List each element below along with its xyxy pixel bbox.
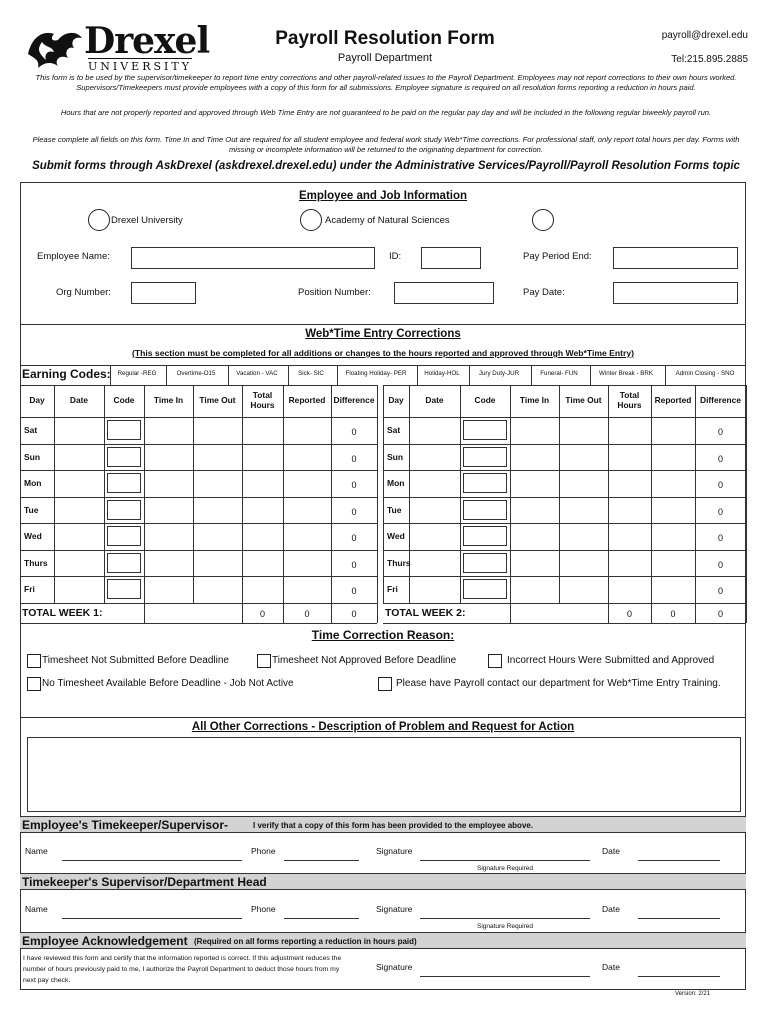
id-label: ID: — [389, 251, 402, 262]
code-input[interactable] — [107, 420, 141, 440]
difference-value: 0 — [717, 427, 723, 437]
divider — [20, 365, 746, 366]
divider — [383, 497, 746, 498]
version-label: Version: 2/21 — [675, 991, 711, 997]
divider — [144, 603, 145, 623]
column-header: Date — [425, 395, 444, 405]
radio-other[interactable] — [532, 209, 554, 231]
employee-name-label: Employee Name: — [37, 251, 110, 262]
divider — [383, 523, 746, 524]
reason-incorrect-hours-label: Incorrect Hours Were Submitted and Approved — [507, 655, 715, 666]
logo-wordmark: Drexel — [84, 20, 210, 62]
code-input[interactable] — [463, 500, 507, 520]
supervisor-signature-label: Signature — [376, 846, 413, 856]
reason-not-submitted-label: Timesheet Not Submitted Before Deadline — [42, 655, 229, 666]
difference-value: 0 — [351, 586, 357, 596]
employee-section-title: Employee and Job Information — [298, 190, 468, 202]
difference-value: 0 — [717, 453, 723, 464]
divider — [417, 365, 418, 385]
week-total-value: 0 — [304, 608, 310, 619]
employee-name-field[interactable] — [131, 247, 375, 269]
code-input[interactable] — [107, 473, 141, 493]
column-header: Reported — [654, 395, 692, 405]
earning-code: Holiday-HOL — [424, 370, 460, 377]
radio-academy-label: Academy of Natural Sciences — [325, 215, 450, 226]
day-label: Wed — [387, 531, 405, 541]
difference-value: 0 — [351, 453, 357, 464]
radio-drexel-label: Drexel University — [111, 215, 183, 226]
code-input[interactable] — [107, 526, 141, 546]
reason-training-label: Please have Payroll contact our department for Web*Time Entry Training. — [396, 678, 721, 689]
reason-not-approved-checkbox[interactable] — [257, 654, 271, 668]
difference-value: 0 — [717, 559, 723, 570]
code-input[interactable] — [463, 526, 507, 546]
reason-no-timesheet-checkbox[interactable] — [27, 677, 41, 691]
dept-head-title: Timekeeper's Supervisor/Department Head — [22, 875, 267, 889]
divider — [383, 603, 746, 604]
radio-academy[interactable] — [300, 209, 322, 231]
contact-email[interactable]: payroll@drexel.edu — [661, 30, 748, 41]
code-input[interactable] — [107, 579, 141, 599]
week-total-label: TOTAL WEEK 2: — [385, 606, 466, 619]
day-label: Sun — [387, 451, 404, 462]
ack-note: (Required on all forms reporting a reduction in hours paid) — [194, 937, 417, 946]
day-label: Thurs — [387, 557, 411, 568]
ack-title: Employee Acknowledgement — [22, 934, 188, 948]
day-label: Thurs — [24, 557, 48, 568]
divider — [383, 417, 746, 418]
divider — [20, 470, 377, 471]
day-label: Fri — [24, 584, 35, 594]
divider — [288, 365, 289, 385]
difference-value: 0 — [717, 506, 723, 517]
divider — [383, 550, 746, 551]
position-number-field[interactable] — [394, 282, 494, 304]
ack-bar — [20, 932, 746, 949]
divider — [383, 444, 746, 445]
day-label: Fri — [387, 584, 398, 594]
day-label: Mon — [24, 478, 42, 488]
divider — [20, 603, 377, 604]
divider — [20, 497, 377, 498]
ack-signature-label: Signature — [376, 962, 413, 972]
divider — [110, 365, 111, 385]
reason-not-submitted-checkbox[interactable] — [27, 654, 41, 668]
org-number-field[interactable] — [131, 282, 196, 304]
week-total-value: 0 — [351, 608, 357, 619]
column-header: Time In — [153, 395, 184, 405]
difference-value: 0 — [717, 586, 723, 596]
ack-date-line[interactable] — [638, 976, 720, 977]
supervisor-bar — [20, 816, 746, 833]
pay-date-field[interactable] — [613, 282, 738, 304]
org-number-label: Org Number: — [56, 287, 111, 298]
head-name-line[interactable] — [62, 918, 242, 919]
code-input[interactable] — [463, 553, 507, 573]
difference-value: 0 — [717, 533, 723, 543]
divider — [383, 576, 746, 577]
page-subtitle: Payroll Department — [337, 52, 433, 64]
pay-date-label: Pay Date: — [523, 287, 565, 298]
divider — [166, 365, 167, 385]
supervisor-sig-required: Signature Required — [477, 865, 534, 872]
column-header: Difference — [700, 395, 741, 405]
divider — [20, 623, 377, 624]
reason-training-checkbox[interactable] — [378, 677, 392, 691]
supervisor-phone-line[interactable] — [284, 860, 359, 861]
reason-incorrect-hours-checkbox[interactable] — [488, 654, 502, 668]
code-input[interactable] — [107, 553, 141, 573]
column-header: Time In — [519, 395, 550, 405]
head-signature-label: Signature — [376, 904, 413, 914]
dept-head-bar — [20, 873, 746, 890]
reason-not-approved-label: Timesheet Not Approved Before Deadline — [272, 655, 457, 666]
supervisor-name-label: Name — [25, 846, 48, 856]
divider — [383, 623, 746, 624]
divider — [383, 385, 746, 386]
drexel-logo — [24, 20, 210, 73]
column-header: Total Hours — [617, 390, 642, 410]
divider — [746, 385, 747, 603]
column-header: Total Hours — [250, 390, 275, 410]
column-header: Day — [388, 395, 404, 405]
column-header: Time Out — [565, 395, 602, 405]
earning-codes-label: Earning Codes: — [22, 367, 111, 381]
earning-code: Regular -REG — [117, 370, 157, 377]
head-signature-line[interactable] — [420, 918, 590, 919]
pay-period-end-label: Pay Period End: — [523, 251, 592, 262]
radio-drexel[interactable] — [88, 209, 110, 231]
column-header: Code — [474, 395, 496, 405]
difference-value: 0 — [351, 559, 357, 570]
divider — [377, 385, 378, 603]
divider — [20, 523, 377, 524]
divider — [510, 603, 511, 623]
earning-code: Sick- SIC — [298, 370, 324, 377]
earning-code: Funeral- FUN — [540, 370, 578, 377]
intro-paragraph-3: Please complete all fields on this form. Time In and Time Out are required for all student employee and federal work study Web*Time corrections. For professional staff, only report total hours per day. Forms with missing or incomplete information will be returned to the originating department for correction. — [32, 135, 740, 154]
divider — [20, 385, 377, 386]
column-header: Date — [69, 395, 89, 405]
difference-value: 0 — [351, 480, 357, 490]
code-input[interactable] — [463, 447, 507, 467]
column-header: Reported — [288, 395, 326, 405]
head-name-label: Name — [25, 904, 48, 914]
intro-paragraph-1: This form is to be used by the supervisor/timekeeper to report time entry corrections and other payroll-related issues to the Payroll Department. Employees may not report corrections to their own hours worked. Supervisors/Timekeepers must provide employees with a copy of this form for all submissions. Employee signature is required on all resolution forms reporting a reduction in hours paid. — [35, 73, 737, 92]
week-total-value: 0 — [670, 608, 676, 619]
head-phone-label: Phone — [251, 904, 276, 914]
head-date-label: Date — [602, 904, 620, 914]
divider — [531, 365, 532, 385]
ack-text: I have reviewed this form and certify that the information reported is correct. If this adjustment reduces the number of hours previously paid to me, I authorize the Payroll Department to deduct those hours from my next pay check. — [23, 955, 342, 984]
week-total-value: 0 — [626, 608, 632, 619]
earning-code: Admin Closing - SNO — [675, 370, 735, 377]
supervisor-note: I verify that a copy of this form has been provided to the employee above. — [253, 821, 534, 830]
difference-value: 0 — [717, 480, 723, 490]
pay-period-end-field[interactable] — [613, 247, 738, 269]
logo-university: UNIVERSITY — [88, 60, 192, 73]
divider — [746, 603, 747, 623]
position-number-label: Position Number: — [298, 287, 371, 298]
divider — [377, 603, 378, 623]
code-input[interactable] — [107, 447, 141, 467]
code-input[interactable] — [463, 420, 507, 440]
supervisor-name-line[interactable] — [62, 860, 242, 861]
divider — [383, 470, 746, 471]
head-sig-required: Signature Required — [477, 923, 534, 930]
reason-section-title: Time Correction Reason: — [311, 628, 455, 642]
supervisor-title: Employee's Timekeeper/Supervisor- — [22, 818, 229, 832]
day-label: Sun — [24, 451, 41, 462]
webtime-section-subtitle: (This section must be completed for all additions or changes to the hours reported and approved through Web*Time Entry) — [132, 348, 634, 358]
divider — [20, 417, 377, 418]
divider — [20, 576, 377, 577]
day-label: Tue — [387, 504, 402, 515]
code-input[interactable] — [463, 579, 507, 599]
divider — [665, 365, 666, 385]
head-phone-line[interactable] — [284, 918, 359, 919]
column-header: Time Out — [199, 395, 236, 405]
column-header: Difference — [333, 395, 375, 405]
divider — [228, 365, 229, 385]
week-total-value: 0 — [717, 608, 723, 619]
divider — [590, 365, 591, 385]
intro-paragraph-2: Hours that are not properly reported and approved through Web Time Entry are not guaranteed to be paid on the regular pay day and will be included in the following regular biweekly payroll run. — [60, 108, 712, 117]
earning-code: Jury Duty-JUR — [478, 370, 520, 377]
code-input[interactable] — [463, 473, 507, 493]
week-total-label: TOTAL WEEK 1: — [22, 606, 103, 619]
difference-value: 0 — [351, 427, 357, 437]
earning-code: Overtime-O15 — [176, 370, 216, 377]
week-total-value: 0 — [259, 608, 265, 619]
day-label: Sat — [24, 425, 38, 435]
code-input[interactable] — [107, 500, 141, 520]
column-header: Day — [29, 395, 45, 405]
day-label: Tue — [24, 504, 39, 515]
divider — [337, 365, 338, 385]
day-label: Mon — [387, 478, 405, 488]
form-header — [0, 0, 770, 180]
ack-signature-line[interactable] — [420, 976, 590, 977]
supervisor-signature-line[interactable] — [420, 860, 590, 861]
id-field[interactable] — [421, 247, 481, 269]
column-header: Code — [113, 395, 135, 405]
difference-value: 0 — [351, 533, 357, 543]
supervisor-date-label: Date — [602, 846, 620, 856]
head-date-line[interactable] — [638, 918, 720, 919]
divider — [20, 717, 746, 718]
divider — [20, 444, 377, 445]
dragon-icon — [24, 24, 86, 70]
webtime-section-title: Web*Time Entry Corrections — [305, 328, 461, 340]
divider — [469, 365, 470, 385]
earning-code: Vacation - VAC — [236, 370, 278, 377]
reason-no-timesheet-label: No Timesheet Available Before Deadline - Job Not Active — [42, 678, 294, 689]
ack-date-label: Date — [602, 962, 620, 972]
day-label: Wed — [24, 531, 42, 541]
difference-value: 0 — [351, 506, 357, 517]
submit-instructions: Submit forms through AskDrexel (askdrexel.drexel.edu) under the Administrative Services/Payroll/Payroll Resolution Forms topic — [32, 160, 740, 172]
day-label: Sat — [387, 425, 401, 435]
earning-code: Floating Holiday- PER — [345, 370, 407, 377]
contact-phone: Tel:215.895.2885 — [671, 54, 748, 65]
divider — [20, 324, 746, 325]
earning-code: Winter Break - BRK — [599, 370, 653, 377]
supervisor-phone-label: Phone — [251, 846, 276, 856]
other-corrections-title: All Other Corrections - Description of Problem and Request for Action — [191, 721, 575, 733]
divider — [20, 550, 377, 551]
page-title: Payroll Resolution Form — [275, 28, 495, 49]
supervisor-date-line[interactable] — [638, 860, 720, 861]
other-corrections-textarea[interactable] — [27, 737, 741, 812]
